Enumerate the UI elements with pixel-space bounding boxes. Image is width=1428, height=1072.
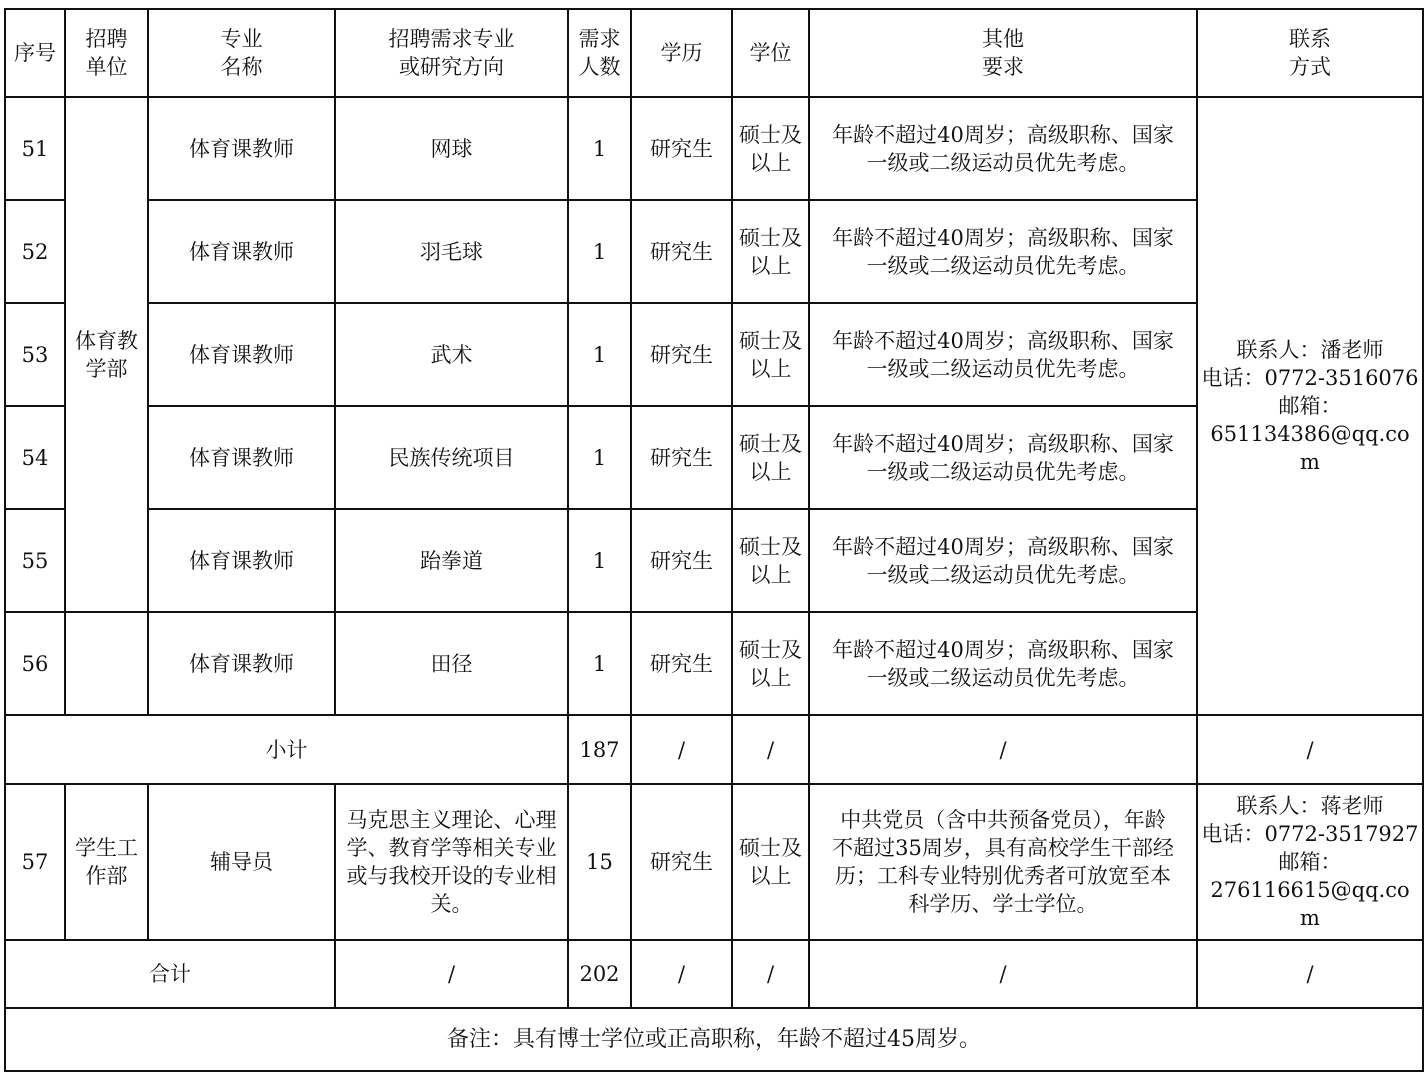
subtotal-count: 187	[568, 715, 631, 784]
requirement-cell: 年龄不超过40周岁；高级职称、国家 一级或二级运动员优先考虑。	[809, 200, 1197, 303]
degree-cell: 硕士及 以上	[732, 784, 809, 940]
unit-cell-student-affairs: 学生工 作部	[65, 784, 148, 940]
subtotal-label: 小计	[5, 715, 568, 784]
count-cell: 1	[568, 406, 631, 509]
header-major: 专业 名称	[148, 9, 335, 97]
requirement-cell: 年龄不超过40周岁；高级职称、国家 一级或二级运动员优先考虑。	[809, 406, 1197, 509]
unit-cell-empty	[65, 612, 148, 715]
direction-cell: 网球	[335, 97, 568, 200]
note-row	[5, 1008, 1423, 1071]
header-unit: 招聘 单位	[65, 9, 148, 97]
direction-cell: 羽毛球	[335, 200, 568, 303]
major-cell: 体育课教师	[148, 509, 335, 612]
direction-cell: 民族传统项目	[335, 406, 568, 509]
count-cell: 1	[568, 200, 631, 303]
total-degree: /	[732, 940, 809, 1008]
degree-cell: 硕士及 以上	[732, 97, 809, 200]
degree-cell: 硕士及 以上	[732, 303, 809, 406]
degree-cell: 硕士及 以上	[732, 509, 809, 612]
total-label: 合计	[5, 940, 335, 1008]
direction-cell: 田径	[335, 612, 568, 715]
subtotal-education: /	[631, 715, 732, 784]
subtotal-other: /	[809, 715, 1197, 784]
seq-cell: 55	[5, 509, 65, 612]
seq-cell: 51	[5, 97, 65, 200]
major-cell: 体育课教师	[148, 406, 335, 509]
note-text: 备注：具有博士学位或正高职称，年龄不超过45周岁。	[5, 1008, 1423, 1071]
requirement-cell: 年龄不超过40周岁；高级职称、国家 一级或二级运动员优先考虑。	[809, 509, 1197, 612]
education-cell: 研究生	[631, 784, 732, 940]
seq-cell: 52	[5, 200, 65, 303]
total-direction: /	[335, 940, 568, 1008]
education-cell: 研究生	[631, 97, 732, 200]
count-cell: 1	[568, 97, 631, 200]
degree-cell: 硕士及 以上	[732, 406, 809, 509]
header-education: 学历	[631, 9, 732, 97]
major-cell: 辅导员	[148, 784, 335, 940]
seq-cell: 53	[5, 303, 65, 406]
count-cell: 1	[568, 303, 631, 406]
requirement-cell: 年龄不超过40周岁；高级职称、国家 一级或二级运动员优先考虑。	[809, 303, 1197, 406]
total-count: 202	[568, 940, 631, 1008]
major-cell: 体育课教师	[148, 303, 335, 406]
education-cell: 研究生	[631, 612, 732, 715]
header-seq: 序号	[5, 9, 65, 97]
degree-cell: 硕士及 以上	[732, 200, 809, 303]
subtotal-contact: /	[1197, 715, 1423, 784]
subtotal-row	[5, 715, 1423, 784]
header-row	[5, 9, 1423, 97]
seq-cell: 54	[5, 406, 65, 509]
count-cell: 15	[568, 784, 631, 940]
table-row	[5, 97, 1423, 200]
seq-cell: 57	[5, 784, 65, 940]
major-cell: 体育课教师	[148, 97, 335, 200]
total-other: /	[809, 940, 1197, 1008]
header-degree: 学位	[732, 9, 809, 97]
count-cell: 1	[568, 509, 631, 612]
seq-cell: 56	[5, 612, 65, 715]
total-education: /	[631, 940, 732, 1008]
education-cell: 研究生	[631, 303, 732, 406]
direction-cell: 跆拳道	[335, 509, 568, 612]
total-contact: /	[1197, 940, 1423, 1008]
unit-cell-pe: 体育教 学部	[65, 97, 148, 612]
direction-cell: 武术	[335, 303, 568, 406]
recruitment-table	[4, 8, 1424, 1072]
header-direction: 招聘需求专业 或研究方向	[335, 9, 568, 97]
education-cell: 研究生	[631, 200, 732, 303]
table-row	[5, 784, 1423, 940]
major-cell: 体育课教师	[148, 200, 335, 303]
header-contact: 联系 方式	[1197, 9, 1423, 97]
education-cell: 研究生	[631, 406, 732, 509]
header-other: 其他 要求	[809, 9, 1197, 97]
count-cell: 1	[568, 612, 631, 715]
total-row	[5, 940, 1423, 1008]
requirement-cell: 中共党员（含中共预备党员），年龄 不超过35周岁，具有高校学生干部经 历；工科专业特别优秀者可放宽至本 科学历、学士学位。	[809, 784, 1197, 940]
contact-cell-student-affairs: 联系人：蒋老师 电话：0772-3517927 邮箱： 276116615@qq.com	[1197, 784, 1423, 940]
requirement-cell: 年龄不超过40周岁；高级职称、国家 一级或二级运动员优先考虑。	[809, 97, 1197, 200]
header-count: 需求 人数	[568, 9, 631, 97]
contact-cell-pe: 联系人：潘老师 电话：0772-3516076 邮箱： 651134386@qq.com	[1197, 97, 1423, 715]
education-cell: 研究生	[631, 509, 732, 612]
requirement-cell: 年龄不超过40周岁；高级职称、国家 一级或二级运动员优先考虑。	[809, 612, 1197, 715]
direction-cell: 马克思主义理论、心理 学、教育学等相关专业 或与我校开设的专业相 关。	[335, 784, 568, 940]
subtotal-degree: /	[732, 715, 809, 784]
major-cell: 体育课教师	[148, 612, 335, 715]
degree-cell: 硕士及 以上	[732, 612, 809, 715]
